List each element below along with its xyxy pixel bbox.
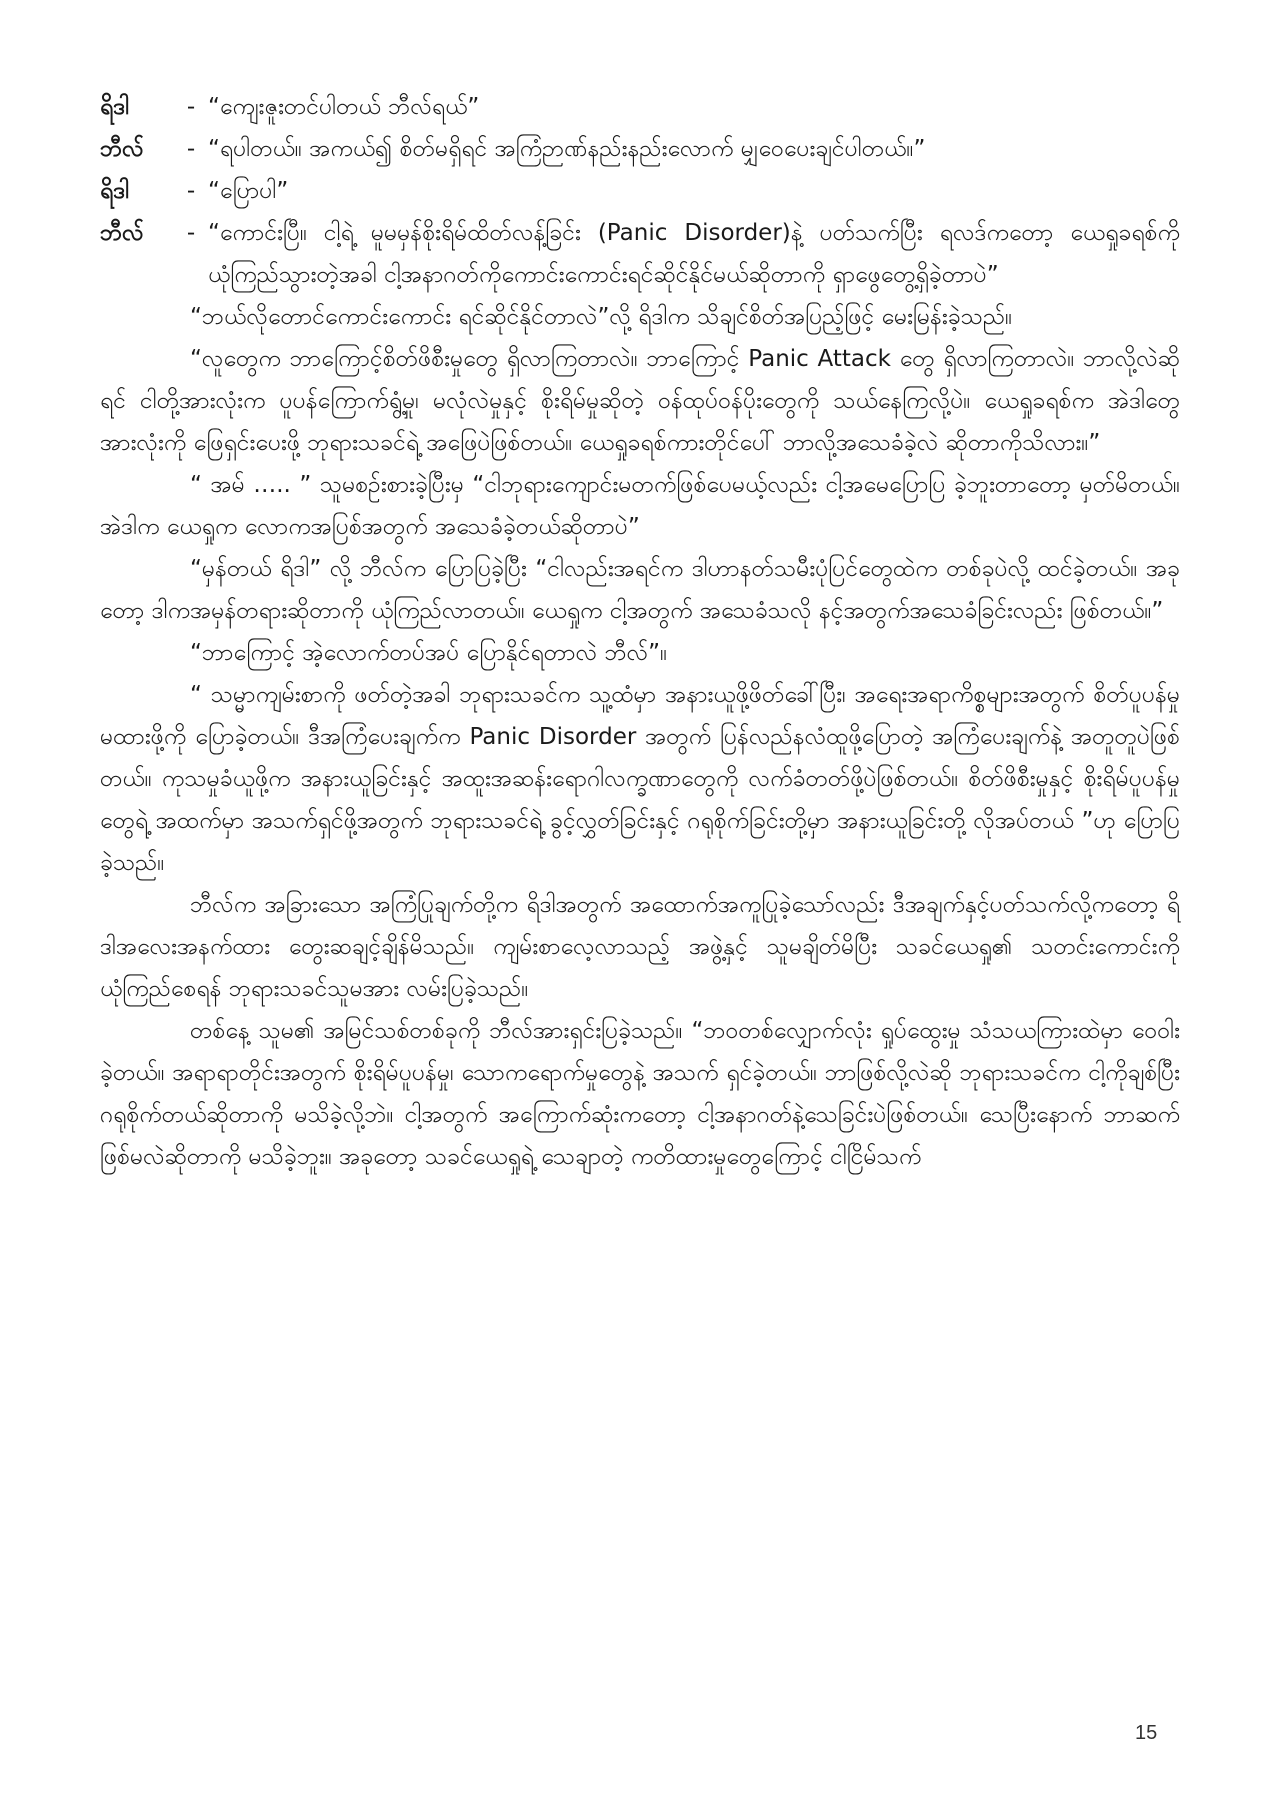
speaker-name: ရိဒါ xyxy=(100,178,130,204)
dialogue-line xyxy=(100,212,1180,296)
paragraph: တစ်နေ့ သူမ၏ အမြင်သစ်တစ်ခုကို ဘီလ်အားရှင်းပြခဲ့သည်။ “ဘဝတစ်လျှောက်လုံး ရှုပ်ထွေးမှု သံသယကြားထဲမှာ ဝေဝါးခဲ့တယ်။ အရာရာတိုင်းအတွက် စိုးရိမ်ပူပန်မှု၊ သောကရောက်မှုတွေနဲ့ အသက် ရှင်ခဲ့တယ်။ ဘာဖြစ်လို့လဲဆို ဘုရားသခင်က ငါ့ကိုချစ်ပြီး ဂရုစိုက်တယ်ဆိုတာကို မသိခဲ့လို့ဘဲ။ ငါ့အတွက် အကြောက်ဆုံးကတော့ ငါ့အနာဂတ်နဲ့သေခြင်းပဲဖြစ်တယ်။ သေပြီးနောက် ဘာဆက်ဖြစ်မလဲဆိုတာကို မသိခဲ့ဘူး။ အခုတော့ သခင်ယေရှုရဲ့ သေချာတဲ့ ကတိထားမှုတွေကြောင့် ငါငြိမ်သက် xyxy=(100,1018,1181,1170)
dialogue-dash: - xyxy=(186,220,196,246)
page-body xyxy=(100,86,1180,1178)
dialogue-dash: - xyxy=(186,178,196,204)
dialogue-dash: - xyxy=(186,136,196,162)
paragraph: “ဘယ်လိုတောင်ကောင်းကောင်း ရင်ဆိုင်နိုင်တာလဲ”လို့ ရိဒါက သိချင်စိတ်အပြည့်ဖြင့် မေးမြန်းခဲ့သည်။ xyxy=(190,304,1013,330)
speaker-name: ဘီလ် xyxy=(100,220,144,246)
paragraph: “ အမ် ….. ” သူမစဉ်းစားခဲ့ပြီးမှ “ငါဘုရားကျောင်းမတက်ဖြစ်ပေမယ့်လည်း ငါ့အမေပြောပြ ခဲ့ဘူးတာတော့ မှတ်မိတယ်။ အဲဒါက ယေရှုက လောကအပြစ်အတွက် အသေခံခဲ့တယ်ဆိုတာပဲ” xyxy=(100,472,1180,540)
speaker-name: ရိဒါ xyxy=(100,94,130,120)
dialogue-text: “ပြောပါ” xyxy=(208,178,289,204)
dialogue-text: “ကောင်းပြီ။ ငါ့ရဲ့ မူမမှန်စိုးရိမ်ထိတ်လန့်ခြင်း (Panic Disorder)နဲ့ ပတ်သက်ပြီး ရလဒ်ကတော့ ယေရှုခရစ်ကိုယုံကြည်သွားတဲ့အခါ ငါ့အနာဂတ်ကိုကောင်းကောင်းရင်ဆိုင်နိုင်မယ်ဆိုတာကို ရှာဖွေတွေ့ရှိခဲ့တာပဲ” xyxy=(208,220,1180,288)
dialogue-text: “ကျေးဇူးတင်ပါတယ် ဘီလ်ရယ်” xyxy=(208,94,480,120)
paragraph: “လူတွေက ဘာကြောင့်စိတ်ဖိစီးမှုတွေ ရှိလာကြတာလဲ။ ဘာကြောင့် Panic Attack တွေ ရှိလာကြတာလဲ။ ဘာလို့လဲဆိုရင် ငါတို့အားလုံးက ပူပန်ကြောက်ရွံ့မှု၊ မလုံလဲမှုနှင့် စိုးရိမ်မှုဆိုတဲ့ ဝန်ထုပ်ဝန်ပိုးတွေကို သယ်နေကြလို့ပဲ။ ယေရှုခရစ်က အဲဒါတွေအားလုံးကို ဖြေရှင်းပေးဖို့ ဘုရားသခင်ရဲ့ အဖြေပဲဖြစ်တယ်။ ယေရှုခရစ်ကားတိုင်ပေါ် ဘာလို့အသေခံခဲ့လဲ ဆိုတာကိုသိလား။” xyxy=(100,346,1180,456)
paragraph: “မှန်တယ် ရိဒါ” လို့ ဘီလ်က ပြောပြခဲ့ပြီး “ငါလည်းအရင်က ဒါဟာနတ်သမီးပုံပြင်တွေထဲက တစ်ခုပဲလို့ ထင်ခဲ့တယ်။ အခုတော့ ဒါကအမှန်တရားဆိုတာကို ယုံကြည်လာတယ်။ ယေရှုက ငါ့အတွက် အသေခံသလို နင့်အတွက်အသေခံခြင်းလည်း ဖြစ်တယ်။” xyxy=(100,556,1180,624)
paragraph: “ သမ္မာကျမ်းစာကို ဖတ်တဲ့အခါ ဘုရားသခင်က သူ့ထံမှာ အနားယူဖို့ဖိတ်ခေါ်ပြီး၊ အရေးအရာကိစ္စများအတွက် စိတ်ပူပန်မှုမထားဖို့ကို ပြောခဲ့တယ်။ ဒီအကြံပေးချက်က Panic Disorder အတွက် ပြန်လည်နလံထူဖို့ပြောတဲ့ အကြံပေးချက်နဲ့ အတူတူပဲဖြစ်တယ်။ ကုသမှုခံယူဖို့က အနားယူခြင်းနှင့် အထူးအဆန်းရောဂါလက္ခဏာတွေကို လက်ခံတတ်ဖို့ပဲဖြစ်တယ်။ စိတ်ဖိစီးမှုနှင့် စိုးရိမ်ပူပန်မှုတွေရဲ့ အထက်မှာ အသက်ရှင်ဖို့အတွက် ဘုရားသခင်ရဲ့ ခွင့်လွှတ်ခြင်းနှင့် ဂရုစိုက်ခြင်းတို့မှာ အနားယူခြင်းတို့ လိုအပ်တယ် ”ဟု ပြောပြခဲ့သည်။ xyxy=(100,682,1180,876)
paragraph: “ဘာကြောင့် အဲ့လောက်တပ်အပ် ပြောနိုင်ရတာလဲ ဘီလ်”။ xyxy=(190,640,668,666)
speaker-name: ဘီလ် xyxy=(100,136,144,162)
paragraph: ဘီလ်က အခြားသော အကြံပြုချက်တို့က ရိဒါအတွက် အထောက်အကူပြုခဲ့သော်လည်း ဒီအချက်နှင့်ပတ်သက်လို့ကတော့ ရိဒါအလေးအနက်ထား တွေးဆချင့်ချိန်မိသည်။ ကျမ်းစာလေ့လာသည့် အဖွဲ့နှင့် သူမချိတ်မိပြီး သခင်ယေရှု၏ သတင်းကောင်းကို ယုံကြည်စေရန် ဘုရားသခင်သူမအား လမ်းပြခဲ့သည်။ xyxy=(100,892,1180,1002)
dialogue-line xyxy=(100,128,1180,170)
dialogue-line xyxy=(100,170,1180,212)
dialogue-text: “ရပါတယ်။ အကယ်၍ စိတ်မရှိရင် အကြံဉာဏ်နည်းနည်းလောက် မျှဝေပေးချင်ပါတယ်။” xyxy=(208,136,926,162)
dialogue-line xyxy=(100,86,1180,128)
page-number: 15 xyxy=(1135,1722,1158,1744)
dialogue-dash: - xyxy=(186,94,196,120)
